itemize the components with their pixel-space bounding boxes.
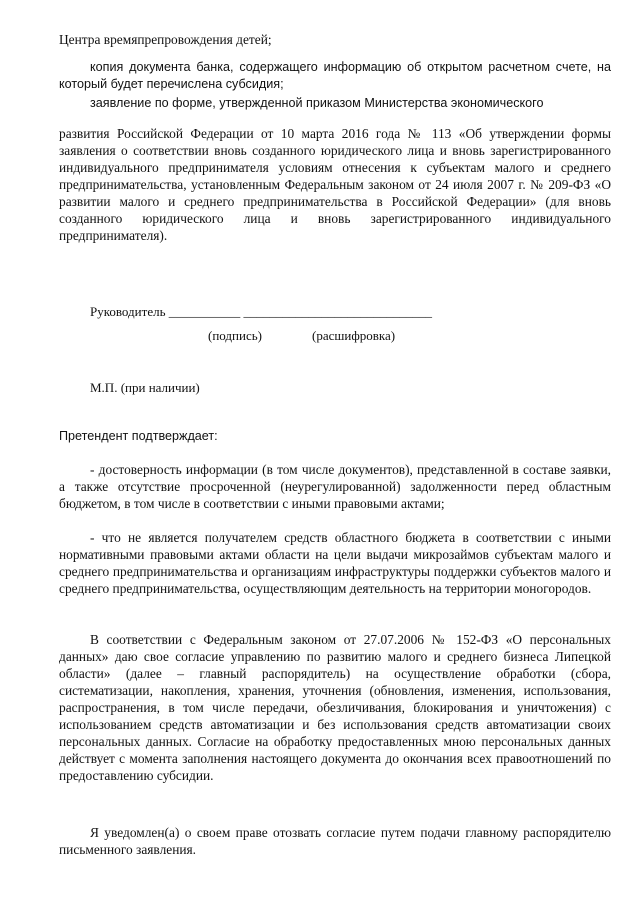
- head-signature-line: Руководитель ___________ _____________________________: [90, 304, 432, 319]
- paragraph-consent: В соответствии с Федеральным законом от 27.07.2006 № 152-ФЗ «О персональных данных» даю свое согласие управлению по развитию малого и среднего бизнеса Липецкой области» (далее – главный распорядитель) на осуществление обработки (сбора, систематизации, накопления, хранения, уточнения (обновления, изменения, использования, распространения, в том числе передачи, обезличивания, блокирования и уничтожения) с использованием средств автоматизации и без использования средств автоматизации своих персональных данных. Согласие на обработку предоставленных мною персональных данных действует с момента заполнения настоящего документа до окончания всех правоотношений по предоставлению субсидии.: [59, 632, 611, 783]
- paragraph-development: развития Российской Федерации от 10 марта 2016 года № 113 «Об утверждении формы заявления о соответствии вновь созданного юридического лица и вновь зарегистрированного индивидуального предпринимателя условиям отнесения к субъектам малого и среднего предпринимательства, установленным Федеральным законом от 24 июля 2007 г. № 209-ФЗ «О развитии малого и среднего предпринимательства в Российской Федерации» (для вновь созданного юридического лица и вновь зарегистрированного индивидуального предпринимателя).: [59, 126, 611, 243]
- signature-caption: (подпись): [208, 328, 262, 343]
- line-center: Центра времяпрепровождения детей;: [59, 32, 272, 47]
- line-statement: заявление по форме, утвержденной приказом Министерства экономического: [90, 96, 544, 110]
- seal-label: М.П. (при наличии): [90, 380, 200, 395]
- bullet-not-recipient: - что не является получателем средств областного бюджета в соответствии с иными нормативными правовыми актами области на цели выдачи микрозаймов субъектам малого и среднего предпринимательства и организациям инфраструктуры поддержки субъектов малого и среднего предпринимательства, осуществляющим деятельность на территории моногородов.: [59, 530, 611, 596]
- bullet-reliability: - достоверность информации (в том числе документов), представленной в составе заявки, а также отсутствие просроченной (неурегулированной) задолженности перед областным бюджетом, в том числе в соответствии с иными правовыми актами;: [59, 462, 611, 511]
- decode-caption: (расшифровка): [312, 328, 396, 343]
- confirms-heading: Претендент подтверждает:: [59, 429, 218, 443]
- paragraph-bank-copy: копия документа банка, содержащего информацию об открытом расчетном счете, на который будет перечислена субсидия;: [59, 60, 611, 91]
- paragraph-notice: Я уведомлен(а) о своем праве отозвать согласие путем подачи главному распорядителю письменного заявления.: [59, 825, 611, 857]
